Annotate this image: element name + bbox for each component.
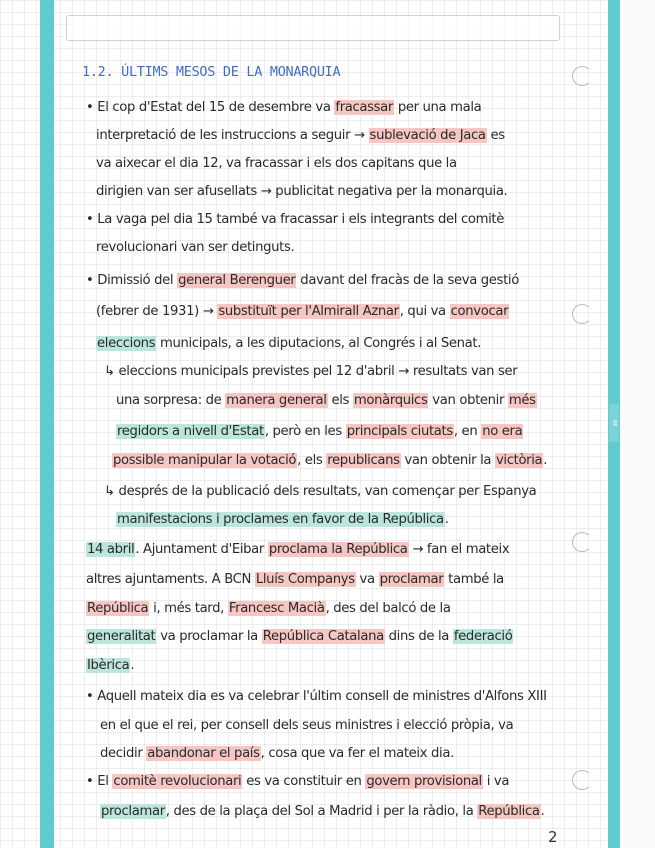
note-text: també la [444,572,504,587]
note-text: revolucionari van ser detinguts. [96,240,295,255]
note-line [96,127,505,145]
note-text: es va constituir en [242,774,366,789]
note-text: (febrer de 1931) → [96,304,218,319]
highlight-pink: fracassar [335,100,393,115]
note-text: . Ajuntament d'Eibar [135,542,268,557]
note-text: van obtenir [428,393,508,408]
highlight-pink: convocar [450,304,509,319]
highlight-green: regidors a nivell d'Estat [117,424,264,439]
highlight-pink: substituït per l'Almirall Aznar [218,304,399,319]
note-text: ↳ eleccions municipals previstes pel 12 d'abril → resultats van ser [104,364,518,379]
punch-hole-icon [572,532,592,552]
note-line [96,303,509,321]
highlight-pink: Lluís Companys [255,572,355,587]
note-text: , des del balcó de la [325,601,451,616]
note-line [96,335,481,353]
highlight-green: eleccions [97,336,156,351]
side-brand-tab: BE [609,404,619,442]
note-line [104,363,517,381]
note-line [86,541,509,559]
highlight-green: proclamar [101,804,165,819]
note-line [86,211,504,229]
highlight-pink: general Berenguer [178,273,296,288]
highlight-pink: comitè revolucionari [113,774,242,789]
highlight-pink: manera general [226,393,327,408]
note-text: i, més tard, [149,601,228,616]
note-text: • La vaga pel dia 15 també va fracassar i els integrants del comitè [86,212,504,227]
note-line [86,628,513,646]
note-text: una sorpresa: de [116,393,226,408]
note-text: en el que el rei, per consell dels seus ministres i elecció pròpia, va [100,718,514,733]
note-text: • El [86,774,113,789]
note-text: ↳ després de la publicació dels resultats, van començar per Espanya [104,484,537,499]
note-text: • El cop d'Estat del 15 de desembre va [86,100,335,115]
note-line [96,239,294,257]
note-line [96,183,507,201]
left-margin-stripe [40,0,54,848]
note-line [86,571,504,589]
note-text: dins de la [384,629,453,644]
note-text: dirigien van ser afusellats → publicitat negativa per la monarquia. [96,184,508,199]
note-line [104,483,536,501]
page-number: 2 [548,828,558,846]
note-line [86,657,134,675]
highlight-green: 14 abril [87,542,135,557]
note-line [86,688,547,706]
note-text: . [444,512,449,527]
highlight-pink: més [508,393,536,408]
highlight-pink: possible manipular la votació [113,453,297,468]
highlight-green: Ibèrica [87,658,130,673]
note-text: , cosa que va fer el mateix dia. [260,746,454,761]
note-line [100,745,454,763]
page-edge [620,0,655,848]
punch-hole-icon [572,66,592,86]
note-text: van obtenir la [400,453,495,468]
note-text: per una mala [393,100,482,115]
highlight-pink: republicans [327,453,400,468]
note-text: , però en les [264,424,346,439]
highlight-pink: monàrquics [353,393,428,408]
highlight-green: manifestacions i proclames en favor de la República [117,512,444,527]
note-text: . [540,804,545,819]
note-line [112,452,547,470]
highlight-green: federació [453,629,513,644]
highlight-pink: abandonar el país [147,746,260,761]
highlight-pink: República [87,601,149,616]
note-text: municipals, a les diputacions, al Congrés i al Senat. [156,336,482,351]
note-text: els [327,393,353,408]
note-text: • Aquell mateix dia es va celebrar l'últim consell de ministres d'Alfons XIII [86,689,547,704]
note-text: i va [482,774,510,789]
highlight-pink: República [478,804,540,819]
note-line [100,717,513,735]
note-line [86,272,519,290]
note-text: decidir [100,746,147,761]
highlight-pink: principals ciutats [346,424,453,439]
note-text: , en [453,424,482,439]
punch-hole-icon [572,304,592,324]
note-text: → fan el mateix [408,542,510,557]
note-text: , qui va [399,304,450,319]
note-text: va [355,572,379,587]
highlight-pink: proclama la República [268,542,408,557]
note-text: altres ajuntaments. A BCN [86,572,255,587]
highlight-pink: proclamar [379,572,444,587]
note-text: . [543,453,548,468]
highlight-pink: victòria [495,453,543,468]
highlight-pink: govern provisional [366,774,482,789]
note-line [100,803,544,821]
note-text: va aixecar el dia 12, va fracassar i els dos capitans que la [96,156,457,171]
note-text: es [486,128,505,143]
note-text: . [130,658,135,673]
highlight-pink: sublevació de Jaca [369,128,486,143]
header-box [66,15,560,41]
note-line [86,600,451,618]
note-text: va proclamar la [156,629,262,644]
highlight-pink: República Catalana [262,629,384,644]
note-line [116,423,523,441]
highlight-green: generalitat [87,629,156,644]
note-text: , des de la plaça del Sol a Madrid i per la ràdio, la [165,804,478,819]
note-text: davant del fracàs de la seva gestió [296,273,519,288]
punch-hole-icon [572,770,592,790]
section-heading: 1.2. ÚLTIMS MESOS DE LA MONARQUIA [82,64,341,80]
note-text: interpretació de les instruccions a seguir → [96,128,369,143]
note-line [116,392,537,410]
highlight-pink: no era [482,424,523,439]
note-line [96,155,457,173]
note-line [116,511,449,529]
note-line [86,773,509,791]
note-text: • Dimissió del [86,273,178,288]
highlight-pink: Francesc Macià [228,601,325,616]
note-line [86,99,481,117]
note-text: , els [297,453,327,468]
